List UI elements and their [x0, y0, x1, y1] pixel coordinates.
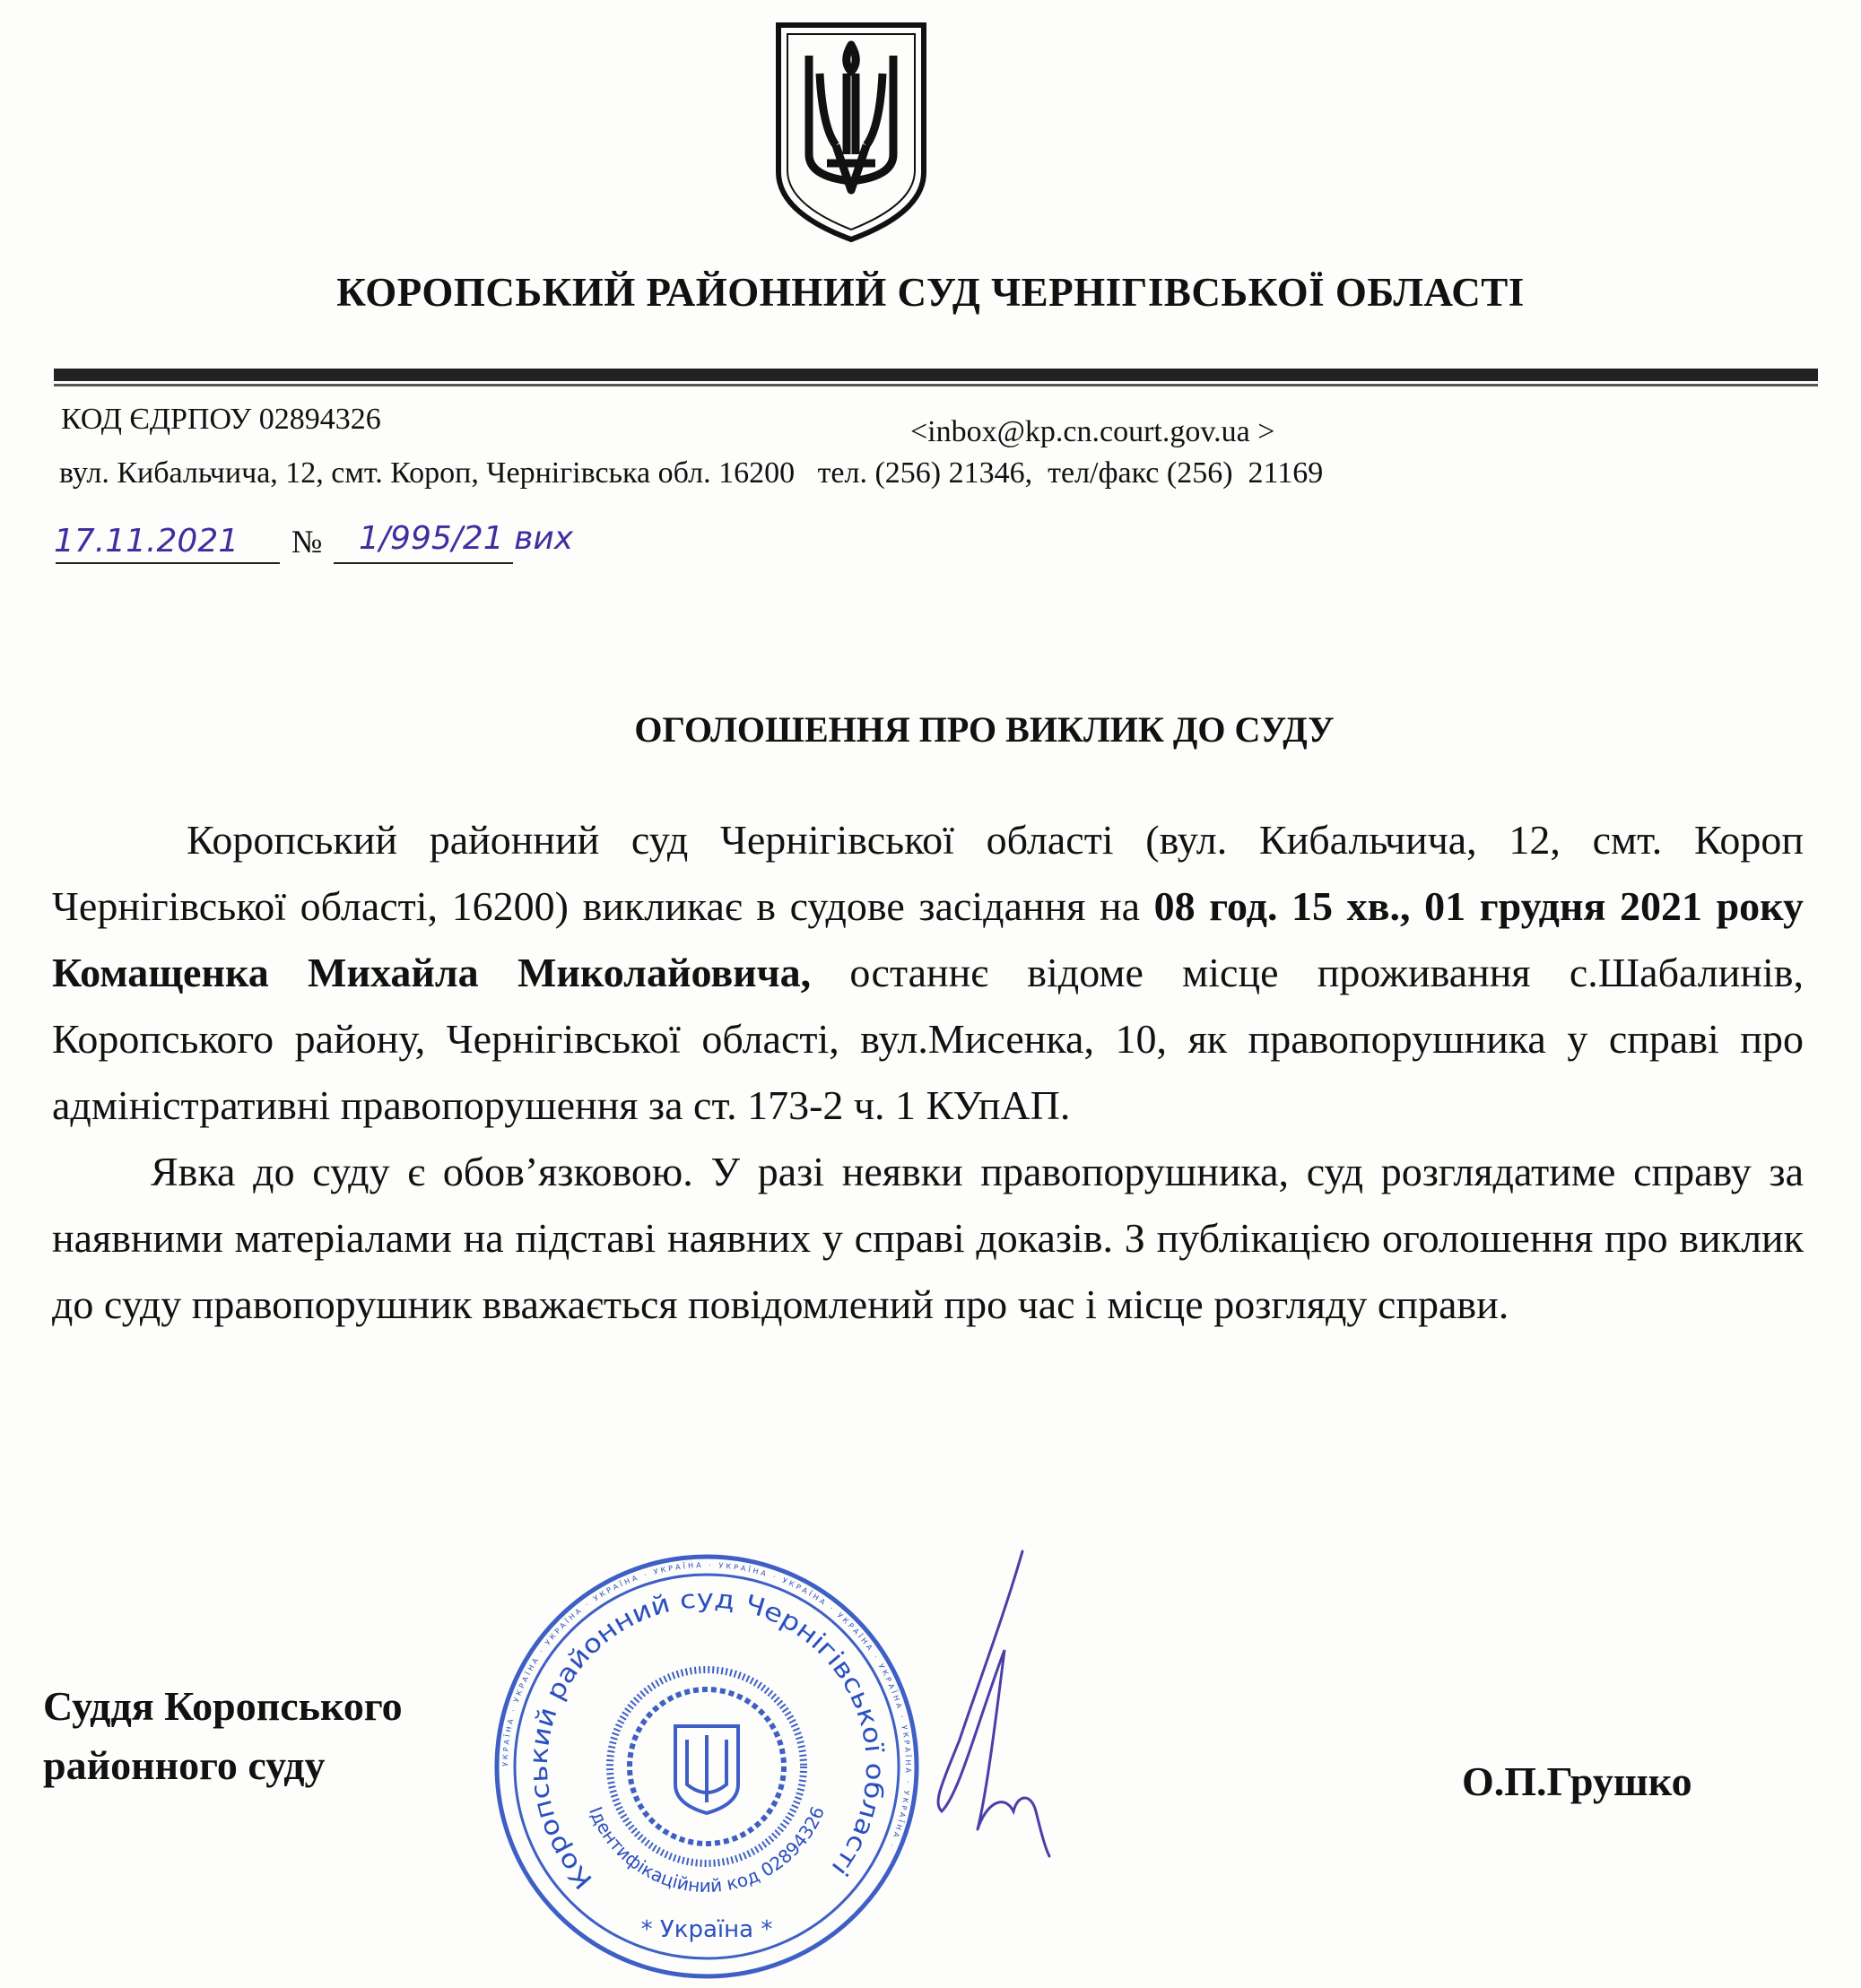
handwritten-number: 1/995/21 вих — [359, 520, 574, 557]
p1-bold: 08 год. 15 хв., 01 грудня 2021 року Комащенка Михайла Миколайовича, — [52, 883, 1804, 995]
judge-position-line1: Суддя Коропського — [43, 1683, 403, 1729]
stamp-ring-text: УКРАЇНА · УКРАЇНА · УКРАЇНА · УКРАЇНА · УКРАЇНА · УКРАЇНА · УКРАЇНА · УКРАЇНА · УКРАЇНА · УКРАЇНА · УКРАЇНА · — [500, 1560, 913, 1851]
notice-paragraph-2: Явка до суду є обов’язковою. У разі неявки правопорушника, суд розглядатиме справу за наявними матеріалами на підставі наявних у справі доказів. З публікацією оголошення про виклик до суду правопорушник вважається повідомлений про час і місце розгляду справи. — [52, 1149, 1804, 1327]
notice-heading: ОГОЛОШЕННЯ ПРО ВИКЛИК ДО СУДУ — [634, 709, 1335, 750]
handwritten-signature — [924, 1542, 1121, 1865]
p1-text-a: Коропський районний суд Чернігівської області (вул. Кибальчича, 12, смт. Короп Чернігівської області, 16200) викликає в судове засідання на — [52, 817, 1804, 929]
edrpou-code: КОД ЄДРПОУ 02894326 — [61, 403, 381, 436]
stamp-outer-text: Коропський районний суд Чернігівської області — [523, 1584, 891, 1896]
judge-position-line2: районного суду — [43, 1742, 326, 1788]
notice-paragraph-1 — [52, 807, 1804, 1139]
judge-name: О.П.Грушко — [1462, 1758, 1692, 1804]
judge-position — [43, 1677, 403, 1795]
court-stamp — [491, 1551, 922, 1982]
court-email: <inbox@kp.cn.court.gov.ua > — [910, 415, 1275, 448]
stamp-bottom-text: * Україна * — [640, 1916, 773, 1943]
handwritten-date: 17.11.2021 — [54, 523, 239, 560]
header-divider-thin — [54, 384, 1818, 386]
notice-body — [52, 807, 1804, 1338]
court-address: вул. Кибальчича, 12, смт. Короп, Чернігівська обл. 16200 тел. (256) 21346, тел/факс (256) 21169 — [59, 456, 1324, 490]
coat-of-arms-emblem — [773, 20, 929, 244]
p1-text-b: останнє відоме місце проживання с.Шабалинів, Коропського району, Чернігівської області, вул.Мисенка, 10, як правопорушника у справі про адміністративні правопорушення за ст. 173-2 ч. 1 КУпАП. — [52, 950, 1804, 1128]
court-name: КОРОПСЬКИЙ РАЙОННИЙ СУД ЧЕРНІГІВСЬКОЇ ОБЛАСТІ — [336, 270, 1525, 315]
number-sign: № — [291, 524, 323, 560]
header-divider — [54, 369, 1818, 381]
stamp-inner-text: Ідентифікаційний код 02894326 — [584, 1803, 830, 1897]
